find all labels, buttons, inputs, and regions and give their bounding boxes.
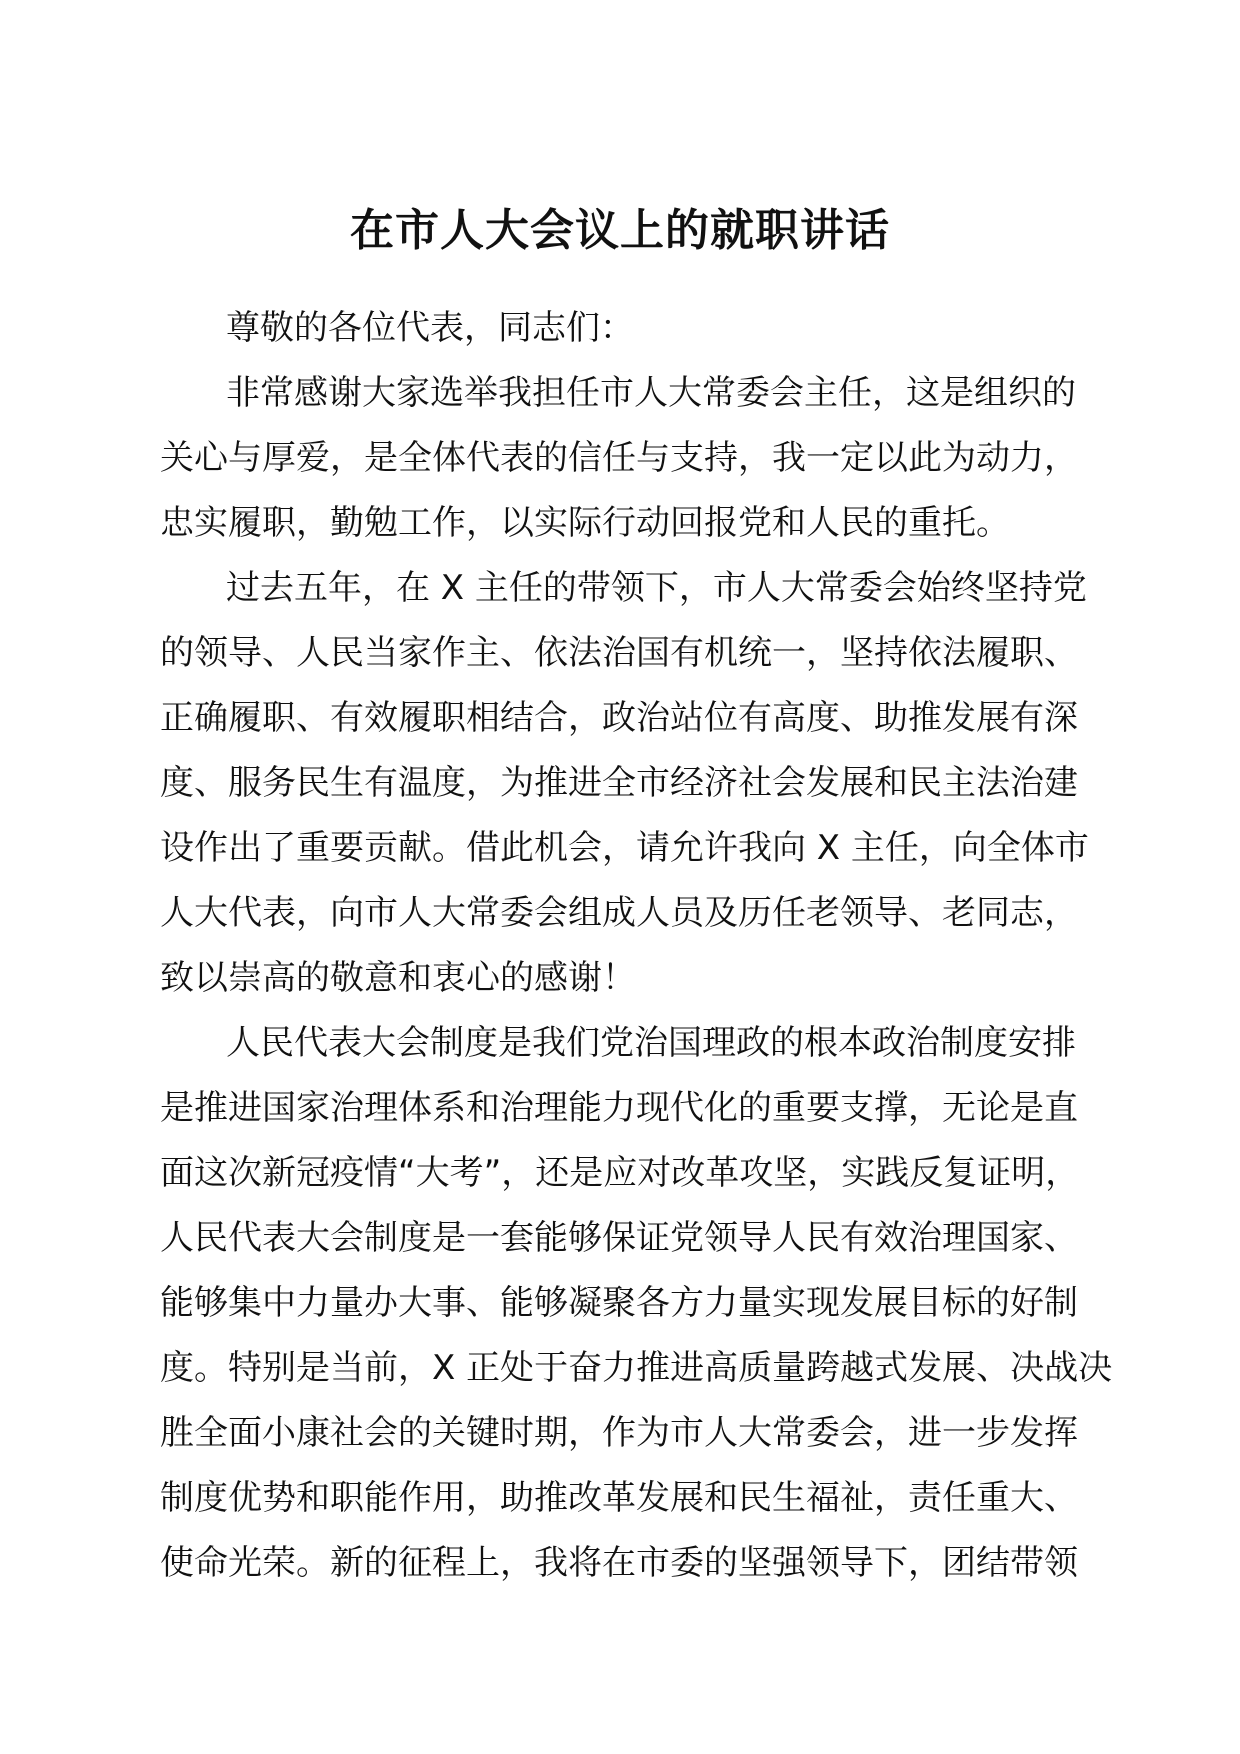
paragraph-line: 是推进国家治理体系和治理能力现代化的重要支撑，无论是直 [160, 1088, 1078, 1128]
paragraph-line: 忠实履职，勤勉工作，以实际行动回报党和人民的重托。 [160, 503, 1010, 543]
paragraph-line: 人大代表，向市人大常委会组成人员及历任老领导、老同志， [160, 893, 1078, 933]
paragraph-line: 制度优势和职能作用，助推改革发展和民生福祉，责任重大、 [160, 1478, 1078, 1518]
paragraph-line: 使命光荣。新的征程上，我将在市委的坚强领导下，团结带领 [160, 1543, 1078, 1583]
paragraph-line: 人民代表大会制度是我们党治国理政的根本政治制度安排 [226, 1023, 1076, 1063]
paragraph-line: 的领导、人民当家作主、依法治国有机统一，坚持依法履职、 [160, 633, 1078, 673]
paragraph-line: 度、服务民生有温度，为推进全市经济社会发展和民主法治建 [160, 763, 1078, 803]
document-title: 在市人大会议上的就职讲话 [350, 205, 890, 256]
paragraph-line: 人民代表大会制度是一套能够保证党领导人民有效治理国家、 [160, 1218, 1078, 1258]
paragraph-line: 面这次新冠疫情“大考”，还是应对改革攻坚，实践反复证明， [160, 1153, 1080, 1193]
paragraph-line: 关心与厚爱，是全体代表的信任与支持，我一定以此为动力， [160, 438, 1078, 478]
paragraph-line: 致以崇高的敬意和衷心的感谢！ [160, 958, 636, 998]
paragraph-line: 正确履职、有效履职相结合，政治站位有高度、助推发展有深 [160, 698, 1078, 738]
paragraph-line: 度。特别是当前，X 正处于奋力推进高质量跨越式发展、决战决 [160, 1348, 1113, 1388]
paragraph-line: 能够集中力量办大事、能够凝聚各方力量实现发展目标的好制 [160, 1283, 1078, 1323]
salutation-line: 尊敬的各位代表，同志们： [226, 308, 634, 348]
paragraph-line: 过去五年，在 X 主任的带领下，市人大常委会始终坚持党 [226, 568, 1087, 608]
paragraph-line: 设作出了重要贡献。借此机会，请允许我向 X 主任，向全体市 [160, 828, 1089, 868]
paragraph-line: 非常感谢大家选举我担任市人大常委会主任，这是组织的 [226, 373, 1076, 413]
paragraph-line: 胜全面小康社会的关键时期，作为市人大常委会，进一步发挥 [160, 1413, 1078, 1453]
